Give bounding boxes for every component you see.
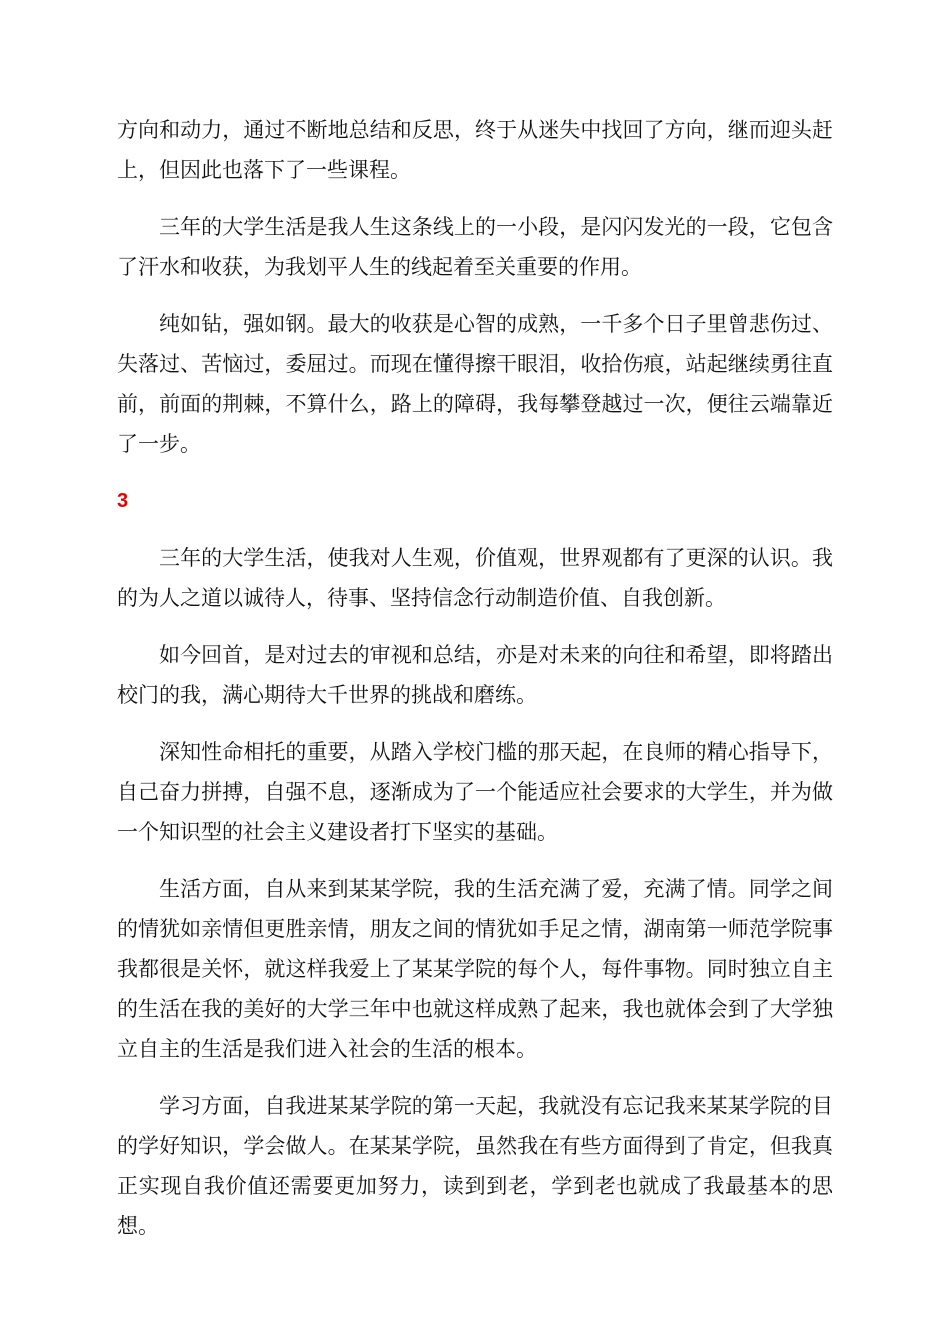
- paragraph-gap: [117, 1069, 833, 1086]
- paragraph-gap: [117, 618, 833, 635]
- paragraph-gap: [117, 190, 833, 207]
- paragraph-gap: [117, 287, 833, 304]
- paragraph: 学习方面，自我进某某学院的第一天起，我就没有忘记我来某某学院的目的学好知识，学会做人。在某某学院，虽然我在有些方面得到了肯定，但我真正实现自我价值还需要更加努力，读到到老，学到老也就成了我最基本的思想。: [117, 1094, 833, 1238]
- paragraph: 纯如钻，强如钢。最大的收获是心智的成熟，一千多个日子里曾悲伤过、失落过、苦恼过，委屈过。而现在懂得擦干眼泪，收拾伤痕，站起继续勇往直前，前面的荆棘，不算什么，路上的障碍，我每攀登越过一次，便往云端靠近了一步。: [117, 312, 833, 456]
- paragraph-gap: [117, 715, 833, 732]
- paragraph: 三年的大学生活是我人生这条线上的一小段，是闪闪发光的一段，它包含了汗水和收获，为我划平人生的线起着至关重要的作用。: [117, 215, 833, 279]
- paragraph-gap: [117, 852, 833, 869]
- paragraph: 如今回首，是对过去的审视和总结，亦是对未来的向往和希望，即将踏出校门的我，满心期待大千世界的挑战和磨练。: [117, 643, 833, 707]
- paragraph: 深知性命相托的重要，从踏入学校门槛的那天起，在良师的精心指导下，自己奋力拼搏，自强不息，逐渐成为了一个能适应社会要求的大学生，并为做一个知识型的社会主义建设者打下坚实的基础。: [117, 740, 833, 844]
- paragraph-gap: [117, 521, 833, 538]
- paragraph: 生活方面，自从来到某某学院，我的生活充满了爱，充满了情。同学之间的情犹如亲情但更胜亲情，朋友之间的情犹如手足之情，湖南第一师范学院事我都很是关怀，就这样我爱上了某某学院的每个人，每件事物。同时独立自主的生活在我的美好的大学三年中也就这样成熟了起来，我也就体会到了大学独立自主的生活是我们进入社会的生活的根本。: [117, 877, 833, 1061]
- paragraph-gap: [117, 464, 833, 481]
- document-body: [117, 110, 833, 1246]
- paragraph-continued: 方向和动力，通过不断地总结和反思，终于从迷失中找回了方向，继而迎头赶上，但因此也落下了一些课程。: [117, 118, 833, 182]
- paragraph: 三年的大学生活，使我对人生观，价值观，世界观都有了更深的认识。我的为人之道以诚待人，待事、坚持信念行动制造价值、自我创新。: [117, 546, 833, 610]
- section-number: 3: [117, 490, 129, 512]
